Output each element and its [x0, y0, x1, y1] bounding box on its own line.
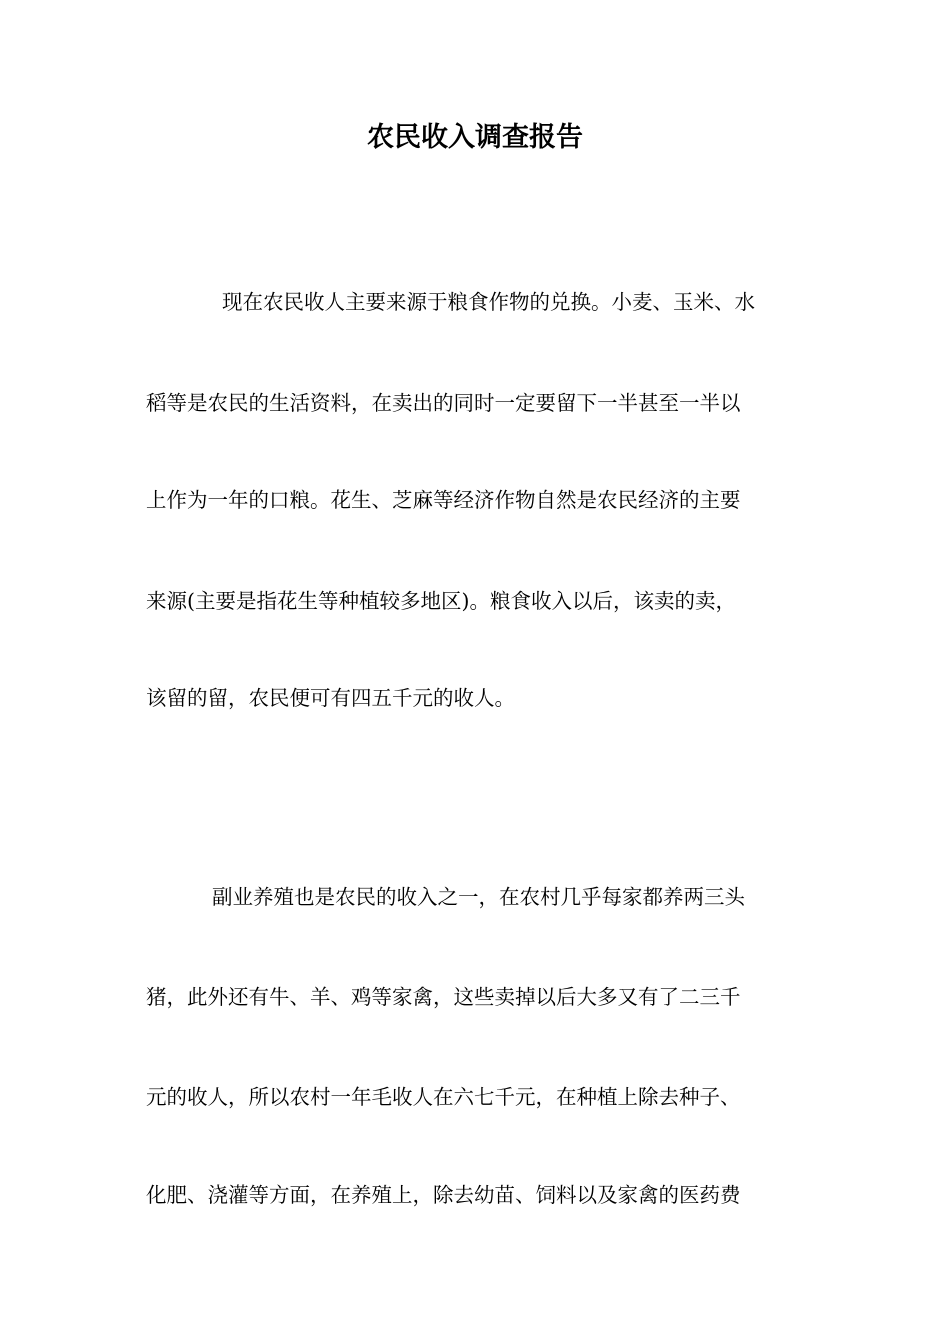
document-title: 农民收入调查报告 [367, 122, 583, 153]
paragraph-line: 稻等是农民的生活资料，在卖出的同时一定要留下一半甚至一半以 [146, 391, 741, 415]
paragraph-line: 该留的留，农民便可有四五千元的收人。 [146, 686, 515, 710]
paragraph-line: 元的收人，所以农村一年毛收人在六七千元，在种植上除去种子、 [146, 1085, 741, 1109]
paragraph-line: 来源(主要是指花生等种植较多地区)。粮食收入以后，该卖的卖， [146, 589, 736, 613]
paragraph-line: 现在农民收人主要来源于粮食作物的兑换。小麦、玉米、水 [222, 290, 755, 314]
paragraph-line: 猪，此外还有牛、羊、鸡等家禽，这些卖掉以后大多又有了二三千 [146, 985, 741, 1009]
paragraph-line: 化肥、浇灌等方面，在养殖上，除去幼苗、饲料以及家禽的医药费 [146, 1183, 741, 1207]
paragraph-line: 上作为一年的口粮。花生、芝麻等经济作物自然是农民经济的主要 [146, 488, 741, 512]
paragraph-line: 副业养殖也是农民的收入之一，在农村几乎每家都养两三头 [212, 885, 745, 909]
